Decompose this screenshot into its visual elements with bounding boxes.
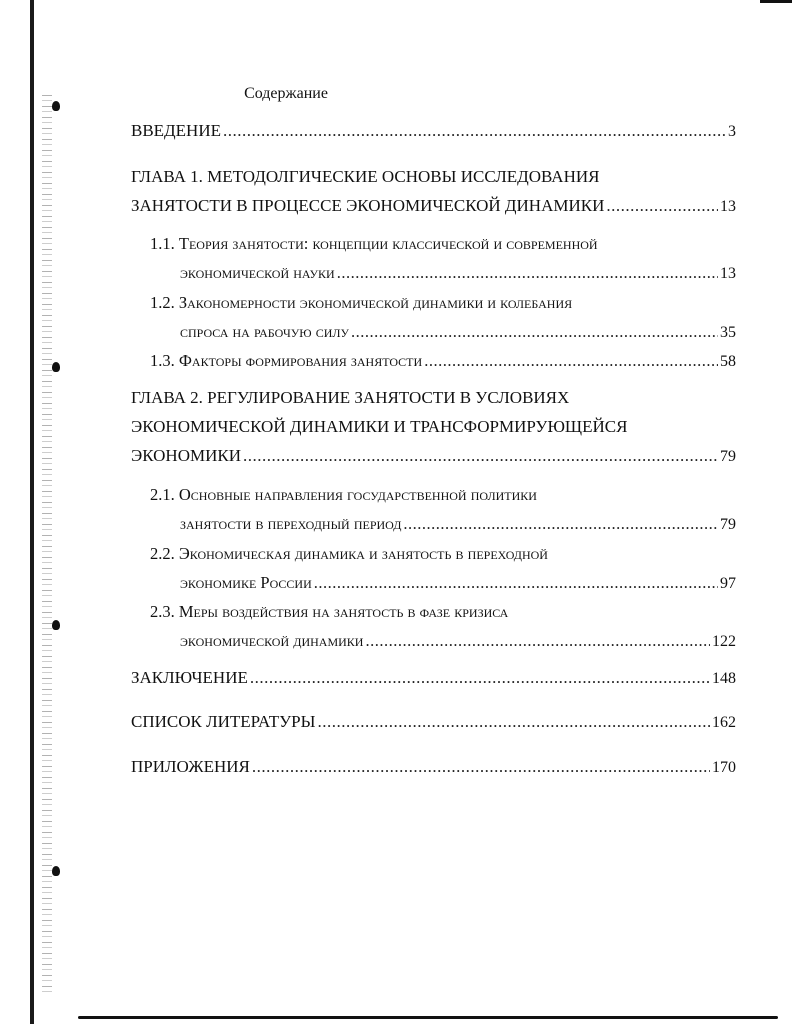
toc-entry-text: ГЛАВА 2. РЕГУЛИРОВАНИЕ ЗАНЯТОСТИ В УСЛОВИЯХ [131, 388, 570, 407]
toc-entry-text: 2.1. Основные направления государственной политики [150, 485, 537, 504]
page-number: 97 [720, 575, 736, 592]
toc-entry-text: ГЛАВА 1. МЕТОДОЛГИЧЕСКИЕ ОСНОВЫ ИССЛЕДОВАНИЯ [131, 167, 600, 186]
toc-entry-text: ЗАКЛЮЧЕНИЕ [131, 668, 248, 687]
toc-entry-text: СПИСОК ЛИТЕРАТУРЫ [131, 712, 316, 731]
toc-entry-line [150, 568, 736, 597]
page-number: 79 [720, 448, 736, 465]
dot-leader [606, 191, 718, 220]
dot-leader [250, 663, 710, 692]
toc-entry-line [131, 116, 736, 145]
toc-entry-text: 2.2. Экономическая динамика и занятость в переходной [150, 544, 548, 563]
scan-corner-mark [760, 0, 792, 3]
toc-title: Содержание [244, 85, 328, 102]
dot-leader [252, 752, 710, 781]
toc-entry-chapter-2 [131, 383, 736, 470]
dot-leader [337, 258, 718, 287]
toc-entry-section-2-3 [150, 597, 736, 655]
toc-entry-text: экономической науки [180, 263, 335, 282]
page-number: 122 [712, 633, 736, 650]
dot-leader [223, 116, 726, 145]
dot-leader [314, 568, 718, 597]
scan-dot-mark [52, 362, 60, 372]
toc-entry-text: ПРИЛОЖЕНИЯ [131, 757, 250, 776]
page-number: 3 [728, 123, 736, 140]
toc-entry-text: экономической динамики [180, 631, 364, 650]
toc-entry-text: спроса на рабочую силу [180, 322, 349, 341]
scan-noise-strip [42, 95, 52, 995]
toc-entry-text: 1.1. Теория занятости: концепции классической и современной [150, 234, 598, 253]
toc-entry-text: 1.3. Факторы формирования занятости [150, 351, 423, 370]
page-number: 35 [720, 324, 736, 341]
toc-entry-text: занятости в переходный период [180, 514, 402, 533]
toc-entry-section-2-1 [150, 480, 736, 538]
toc-entry-section-1-1 [150, 229, 736, 287]
page-number: 148 [712, 670, 736, 687]
toc-entry-line [131, 441, 736, 470]
toc-entry-line [150, 346, 736, 375]
toc-entry-line [150, 317, 736, 346]
dot-leader [365, 626, 710, 655]
page-number: 170 [712, 759, 736, 776]
scan-dot-mark [52, 620, 60, 630]
page-number: 162 [712, 714, 736, 731]
toc-entry-chapter-1 [131, 162, 736, 220]
toc-entry-text: ВВЕДЕНИЕ [131, 121, 221, 140]
page-number: 58 [720, 353, 736, 370]
page-number: 13 [720, 265, 736, 282]
toc-entry-text: ЗАНЯТОСТИ В ПРОЦЕССЕ ЭКОНОМИЧЕСКОЙ ДИНАМИКИ [131, 196, 605, 215]
toc-entry-text: ЭКОНОМИЧЕСКОЙ ДИНАМИКИ И ТРАНСФОРМИРУЮЩЕЙСЯ [131, 417, 628, 436]
toc-entry-section-1-3 [150, 346, 736, 375]
dot-leader [424, 346, 718, 375]
toc-entry-line [150, 626, 736, 655]
toc-entry-line [131, 707, 736, 736]
toc-entry-section-2-2 [150, 539, 736, 597]
toc-entry-line [131, 191, 736, 220]
toc-entry-section-1-2 [150, 288, 736, 346]
dot-leader [403, 509, 718, 538]
scan-binding-edge [30, 0, 34, 1024]
toc-entry-line [150, 509, 736, 538]
page-number: 13 [720, 198, 736, 215]
page-number: 79 [720, 516, 736, 533]
dot-leader [351, 317, 718, 346]
toc-entry-introduction [131, 116, 736, 145]
toc-entry-bibliography [131, 707, 736, 736]
scan-dot-mark [52, 866, 60, 876]
toc-entry-text: 1.2. Закономерности экономической динамики и колебания [150, 293, 573, 312]
toc-entry-conclusion [131, 663, 736, 692]
toc-entry-text: экономике России [180, 573, 312, 592]
toc-entry-line [150, 258, 736, 287]
toc-entry-appendices [131, 752, 736, 781]
toc-entry-text: ЭКОНОМИКИ [131, 446, 241, 465]
scan-bottom-edge [78, 1016, 778, 1019]
dot-leader [317, 707, 710, 736]
dot-leader [243, 441, 718, 470]
toc-entry-line [131, 663, 736, 692]
toc-entry-text: 2.3. Меры воздействия на занятость в фазе кризиса [150, 602, 509, 621]
toc-entry-line [131, 752, 736, 781]
